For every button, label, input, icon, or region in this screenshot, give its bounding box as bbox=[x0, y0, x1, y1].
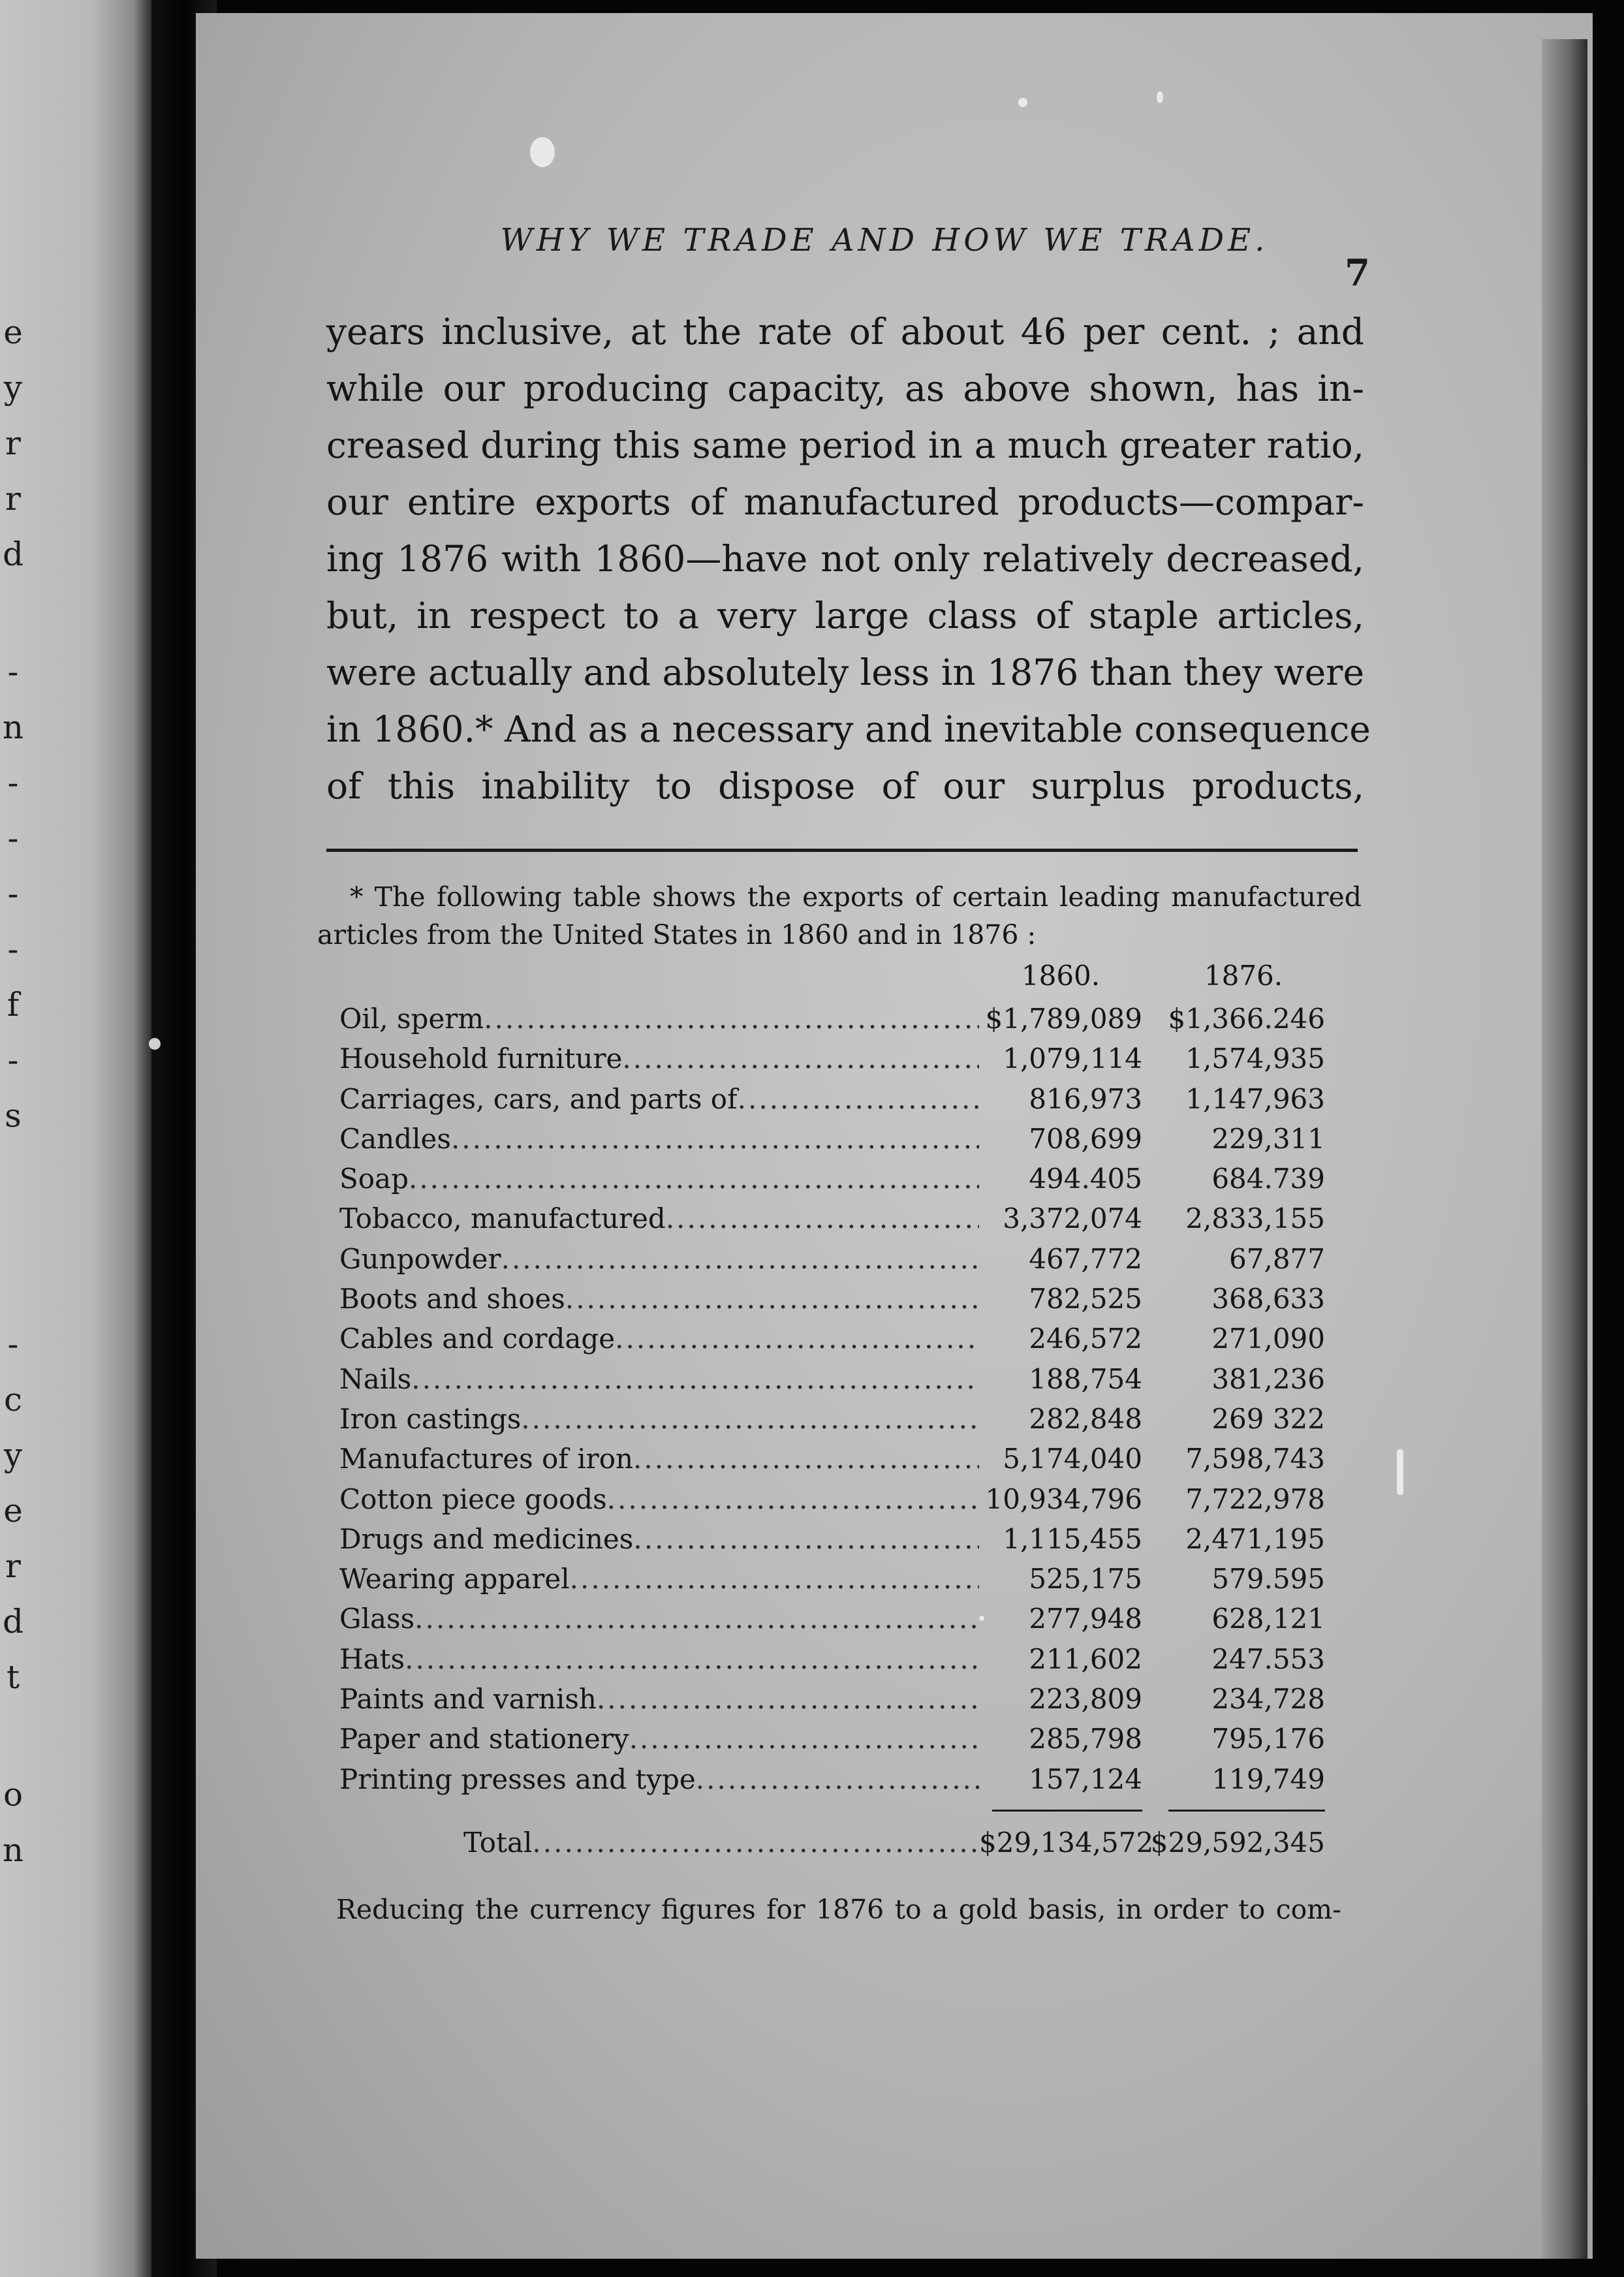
value-1860: 525,175 bbox=[1029, 1563, 1142, 1595]
dot-leader bbox=[633, 1439, 979, 1479]
dot-leader bbox=[501, 1239, 979, 1279]
total-1860: $29,134,572 bbox=[979, 1826, 1154, 1859]
body-paragraph bbox=[326, 304, 1371, 815]
facing-page-letter: r bbox=[5, 1547, 21, 1585]
dot-leader bbox=[565, 1279, 979, 1319]
table-row bbox=[339, 1399, 1325, 1439]
facing-page-letter: r bbox=[5, 480, 21, 518]
dot-leader bbox=[409, 1159, 979, 1199]
value-1860: 494.405 bbox=[1029, 1163, 1142, 1195]
dot-leader bbox=[405, 1639, 979, 1679]
value-1876: 1,147,963 bbox=[1185, 1082, 1325, 1115]
article-name: Tobacco, manufactured bbox=[339, 1202, 666, 1235]
body-line: of this inability to dispose of our surplus products, bbox=[326, 765, 1364, 807]
body-line: ing 1876 with 1860—have not only relatively decreased, bbox=[326, 538, 1364, 580]
facing-page-fragment bbox=[0, 0, 151, 2277]
facing-page-letter: - bbox=[7, 819, 19, 857]
article-name: Manufactures of iron bbox=[339, 1443, 634, 1475]
dot-leader bbox=[622, 1039, 979, 1078]
dot-leader bbox=[484, 999, 979, 1039]
value-1860: 708,699 bbox=[1029, 1122, 1142, 1155]
table-row bbox=[339, 1159, 1325, 1199]
footnote-line: articles from the United States in 1860 and in 1876 : bbox=[317, 919, 1037, 950]
value-1860: 10,934,796 bbox=[985, 1483, 1142, 1515]
article-name: Oil, sperm bbox=[339, 1003, 484, 1035]
page-edge-shadow bbox=[1542, 39, 1587, 2259]
facing-page-letter: y bbox=[3, 369, 23, 407]
dot-leader bbox=[597, 1679, 979, 1719]
facing-page-letter: o bbox=[3, 1776, 23, 1814]
value-1860: 188,754 bbox=[1029, 1362, 1142, 1395]
facing-page-letter: - bbox=[7, 875, 19, 913]
value-1860: 246,572 bbox=[1029, 1323, 1142, 1355]
sum-rule-1860 bbox=[992, 1810, 1142, 1812]
value-1876: 1,574,935 bbox=[1185, 1043, 1325, 1075]
value-1860: $1,789,089 bbox=[985, 1003, 1142, 1035]
dust-speck bbox=[1018, 98, 1027, 107]
facing-page-letter: - bbox=[7, 1041, 19, 1079]
facing-page-letter: d bbox=[2, 535, 23, 573]
running-head: WHY WE TRADE AND HOW WE TRADE. bbox=[500, 222, 1269, 259]
exports-table bbox=[339, 960, 1325, 1862]
column-header-1876: 1876. bbox=[1204, 960, 1283, 992]
article-name: Cotton piece goods bbox=[339, 1483, 607, 1515]
value-1860: 285,798 bbox=[1029, 1723, 1142, 1755]
value-1860: 5,174,040 bbox=[1003, 1443, 1142, 1475]
value-1860: 782,525 bbox=[1029, 1283, 1142, 1315]
article-name: Glass bbox=[339, 1603, 415, 1635]
table-row bbox=[339, 1439, 1325, 1479]
body-line: were actually and absolutely less in 1876 than they were bbox=[326, 652, 1364, 693]
article-name: Printing presses and type bbox=[339, 1763, 696, 1795]
table-row bbox=[339, 1759, 1325, 1799]
value-1876: 119,749 bbox=[1211, 1763, 1325, 1795]
value-1860: 467,772 bbox=[1029, 1242, 1142, 1275]
body-line: creased during this same period in a much greater ratio, bbox=[326, 424, 1364, 466]
value-1876: 67,877 bbox=[1229, 1242, 1325, 1275]
value-1876: $1,366.246 bbox=[1168, 1003, 1325, 1035]
facing-page-letter: t bbox=[6, 1658, 20, 1696]
value-1876: 368,633 bbox=[1211, 1283, 1325, 1315]
dot-leader bbox=[696, 1759, 979, 1799]
dot-leader bbox=[532, 1823, 979, 1862]
value-1876: 269 322 bbox=[1211, 1402, 1325, 1435]
value-1860: 3,372,074 bbox=[1003, 1202, 1142, 1235]
facing-page-letter: c bbox=[3, 1381, 22, 1419]
table-row bbox=[339, 999, 1325, 1039]
table-row bbox=[339, 1079, 1325, 1119]
value-1876: 684.739 bbox=[1211, 1163, 1325, 1195]
column-header-1860: 1860. bbox=[1021, 960, 1101, 992]
table-row bbox=[339, 1319, 1325, 1358]
article-name: Household furniture bbox=[339, 1043, 623, 1075]
dot-leader bbox=[629, 1719, 979, 1759]
value-1876: 579.595 bbox=[1211, 1563, 1325, 1595]
facing-page-letter: s bbox=[5, 1097, 22, 1135]
facing-page-letter: f bbox=[7, 986, 20, 1024]
article-name: Drugs and medicines bbox=[339, 1522, 634, 1555]
dust-speck bbox=[1397, 1449, 1403, 1495]
value-1860: 211,602 bbox=[1029, 1642, 1142, 1675]
value-1860: 1,115,455 bbox=[1003, 1522, 1142, 1555]
value-1860: 816,973 bbox=[1029, 1082, 1142, 1115]
total-1876: $29,592,345 bbox=[1150, 1826, 1325, 1859]
dot-leader bbox=[607, 1479, 979, 1519]
dust-speck bbox=[530, 137, 555, 167]
value-1876: 7,722,978 bbox=[1185, 1483, 1325, 1515]
value-1876: 234,728 bbox=[1211, 1683, 1325, 1716]
total-label: Total bbox=[463, 1826, 533, 1859]
body-line: our entire exports of manufactured products—compar- bbox=[326, 481, 1364, 523]
value-1876: 7,598,743 bbox=[1185, 1443, 1325, 1475]
table-row bbox=[339, 1279, 1325, 1319]
value-1876: 381,236 bbox=[1211, 1362, 1325, 1395]
footnote-rule bbox=[326, 849, 1358, 852]
dust-speck bbox=[149, 1038, 161, 1050]
dot-leader bbox=[633, 1519, 979, 1559]
facing-page-letter: y bbox=[3, 1436, 23, 1474]
value-1876: 247.553 bbox=[1211, 1642, 1325, 1675]
article-name: Boots and shoes bbox=[339, 1283, 565, 1315]
table-row bbox=[339, 1039, 1325, 1078]
value-1860: 1,079,114 bbox=[1003, 1043, 1142, 1075]
article-name: Paper and stationery bbox=[339, 1723, 629, 1755]
body-line: while our producing capacity, as above shown, has in- bbox=[326, 368, 1364, 409]
value-1876: 2,833,155 bbox=[1185, 1202, 1325, 1235]
body-line: years inclusive, at the rate of about 46 per cent. ; and bbox=[326, 311, 1364, 353]
facing-page-letter: - bbox=[7, 930, 19, 968]
dot-leader bbox=[451, 1119, 979, 1159]
facing-page-letter: n bbox=[2, 708, 24, 746]
table-header bbox=[339, 960, 1325, 999]
value-1876: 628,121 bbox=[1211, 1603, 1325, 1635]
dust-speck bbox=[979, 1616, 984, 1621]
table-body bbox=[339, 999, 1325, 1799]
facing-page-letter: - bbox=[7, 764, 19, 802]
facing-page-letter: e bbox=[3, 1492, 23, 1530]
facing-page-letter: - bbox=[7, 653, 19, 691]
value-1876: 271,090 bbox=[1211, 1323, 1325, 1355]
table-row bbox=[339, 1719, 1325, 1759]
value-1860: 223,809 bbox=[1029, 1683, 1142, 1716]
sum-rule-1876 bbox=[1168, 1810, 1325, 1812]
article-name: Paints and varnish bbox=[339, 1683, 597, 1716]
article-name: Cables and cordage bbox=[339, 1323, 616, 1355]
table-row bbox=[339, 1559, 1325, 1599]
value-1876: 229,311 bbox=[1211, 1122, 1325, 1155]
dot-leader bbox=[666, 1199, 979, 1238]
table-row bbox=[339, 1359, 1325, 1399]
dot-leader bbox=[411, 1359, 979, 1399]
table-row bbox=[339, 1479, 1325, 1519]
facing-page-letter: d bbox=[2, 1603, 23, 1641]
value-1860: 277,948 bbox=[1029, 1603, 1142, 1635]
dust-speck bbox=[1157, 91, 1163, 103]
dot-leader bbox=[521, 1399, 979, 1439]
sum-rules bbox=[339, 1799, 1325, 1823]
table-row bbox=[339, 1599, 1325, 1639]
footnote bbox=[317, 878, 1362, 954]
article-name: Nails bbox=[339, 1362, 412, 1395]
body-line: but, in respect to a very large class of staple articles, bbox=[326, 595, 1364, 636]
dot-leader bbox=[414, 1599, 979, 1639]
value-1860: 282,848 bbox=[1029, 1402, 1142, 1435]
article-name: Wearing apparel bbox=[339, 1563, 570, 1595]
article-name: Hats bbox=[339, 1642, 405, 1675]
article-name: Iron castings bbox=[339, 1402, 522, 1435]
value-1860: 157,124 bbox=[1029, 1763, 1142, 1795]
continuation-line: Reducing the currency figures for 1876 to a gold basis, in order to com- bbox=[336, 1894, 1341, 1925]
table-row bbox=[339, 1239, 1325, 1279]
article-name: Carriages, cars, and parts of bbox=[339, 1082, 738, 1115]
table-row bbox=[339, 1679, 1325, 1719]
table-row bbox=[339, 1119, 1325, 1159]
dot-leader bbox=[570, 1559, 979, 1599]
value-1876: 795,176 bbox=[1211, 1723, 1325, 1755]
article-name: Candles bbox=[339, 1122, 451, 1155]
footnote-line: * The following table shows the exports of certain leading manufactured bbox=[350, 881, 1362, 913]
total-row bbox=[339, 1823, 1325, 1862]
article-name: Gunpowder bbox=[339, 1242, 501, 1275]
table-row bbox=[339, 1639, 1325, 1679]
facing-page-letter: r bbox=[5, 424, 21, 462]
table-row bbox=[339, 1199, 1325, 1238]
table-row bbox=[339, 1519, 1325, 1559]
facing-page-letter: n bbox=[2, 1831, 24, 1869]
dot-leader bbox=[615, 1319, 979, 1358]
body-line: in 1860.* And as a necessary and inevitable consequence bbox=[326, 708, 1371, 750]
article-name: Soap bbox=[339, 1163, 409, 1195]
facing-page-letter: - bbox=[7, 1325, 19, 1363]
facing-page-letter: e bbox=[3, 313, 23, 351]
page-number: 7 bbox=[1345, 251, 1370, 294]
value-1876: 2,471,195 bbox=[1185, 1522, 1325, 1555]
dot-leader bbox=[738, 1079, 979, 1119]
